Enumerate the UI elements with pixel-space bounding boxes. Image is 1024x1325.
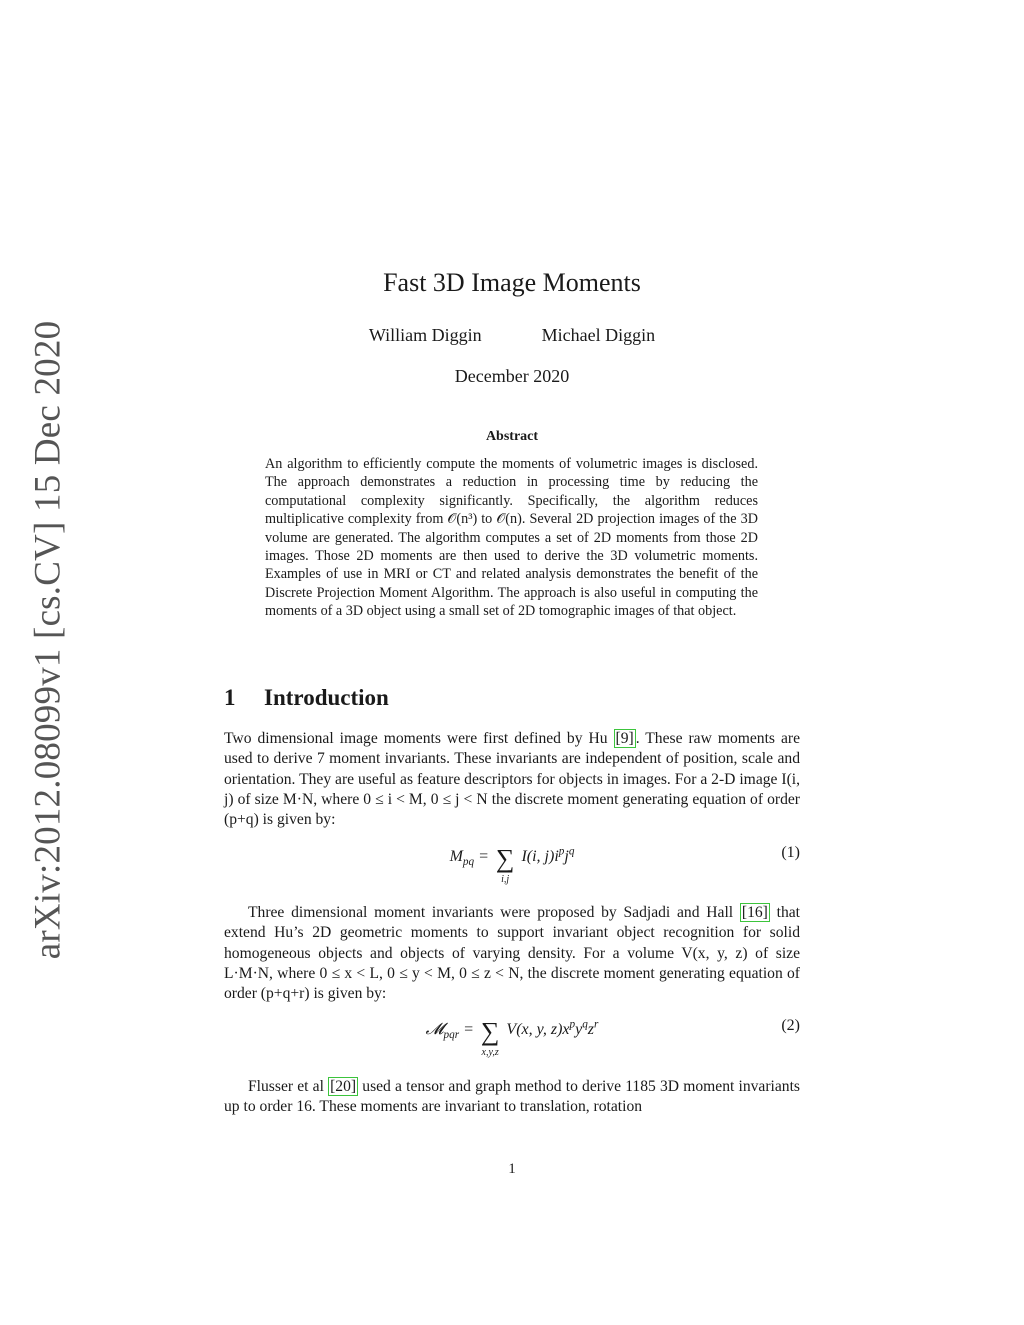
equation-1 [224,840,800,890]
summation-index: x,y,z [481,1047,499,1058]
equation-symbol: 𝓜 [425,1021,444,1038]
citation-link[interactable]: [20] [330,1078,357,1095]
citation-link[interactable]: [16] [741,904,768,921]
equation-number: (1) [781,844,800,861]
equation-term: j [564,848,569,865]
equation-term: y [575,1021,583,1038]
section-number: 1 [224,685,236,710]
abstract-text: An algorithm to efficiently compute the moments of volumetric images is disclosed. The approach demonstrates a reduction in processing time by reducing the computational complexity significantly. Specifically, the algorithm reduces multiplicative complexity from 𝒪(n³) to 𝒪(n). Several 2D projection images of the 3D volume are generated. The algorithm computes a set of 2D moments from those 2D images. Those 2D moments are then used to derive the 3D volumetric moments. Examples of use in MRI or CT and related analysis demonstrates the benefit of the Discrete Projection Moment Algorithm. The approach is also useful in computing the moments of a 3D object using a small set of 2D tomographic images of that object. [265,456,758,620]
page-number: 1 [508,1161,516,1177]
equation-term: V(x, y, z)x [506,1021,570,1038]
author-name: William Diggin [368,325,482,345]
paragraph-text: used a tensor and graph method to derive 1185 3D moment invariants up to order 16. These moments are invariant to translation, rotation [224,1078,800,1116]
equation-exponent: p [569,1018,576,1031]
paper-title: Fast 3D Image Moments [383,268,641,297]
equation-exponent: q [582,1018,588,1031]
equation-subscript: pqr [443,1029,460,1042]
summation-symbol: ∑ i,j [495,844,515,885]
equation-term: z [587,1021,595,1038]
author-name: Michael Diggin [541,325,656,345]
author-list [224,325,800,346]
equation-symbol: M [449,848,463,865]
equation-body: $M_{pq}$ = ∑ i,j I(i, $j)i^pj^q$ [449,844,575,885]
equation-exponent: p [558,845,565,858]
paragraph-text: that extend Hu’s 2D geometric moments to support invariant object recognition for solid homogeneous objects and objects of varying density. For a volume V(x, y, z) of size L·M·N, where 0 ≤ x < L, 0 ≤ y < M, 0 ≤ z < N, the discrete moment generating equation of order (p+q+r) is given by: [224,904,800,1003]
intro-paragraph-2 [224,903,800,1004]
equation-2 [224,1013,800,1063]
equation-body: 𝓜$_{pqr}$ = ∑ x,y,z V(x, y, $z)x^py^qz^r$ [425,1017,599,1058]
intro-paragraph-3 [224,1077,800,1118]
publication-date: December 2020 [454,366,570,386]
equation-exponent: q [568,845,575,858]
summation-index: i,j [501,874,510,885]
paragraph-text: Flusser et al [248,1078,329,1095]
arxiv-identifier-text: arXiv:2012.08099v1 [cs.CV] 15 Dec 2020 [27,320,69,960]
paragraph-text: Three dimensional moment invariants were proposed by Sadjadi and Hall [248,904,740,921]
paragraph-text: Two dimensional image moments were first defined by Hu [224,730,614,747]
citation-link[interactable]: [9] [615,730,634,747]
equation-term: I(i, j)i [521,848,559,865]
abstract-heading: Abstract [485,429,539,444]
summation-symbol: ∑ x,y,z [480,1017,500,1058]
section-title: Introduction [264,685,389,710]
equation-number: (2) [781,1017,800,1034]
paragraph-text: . These raw moments are used to derive 7 moment invariants. These invariants are independent of position, scale and orientation. They are useful as feature descriptors for objects in images. For a 2-D image I(i, j) of size M·N, where 0 ≤ i < M, 0 ≤ j < N the discrete moment generating equation of order (p+q) is given by: [224,730,800,829]
equation-subscript: pq [462,856,475,869]
section-heading [224,685,800,711]
intro-paragraph-1 [224,729,800,830]
equation-exponent: r [594,1018,599,1031]
